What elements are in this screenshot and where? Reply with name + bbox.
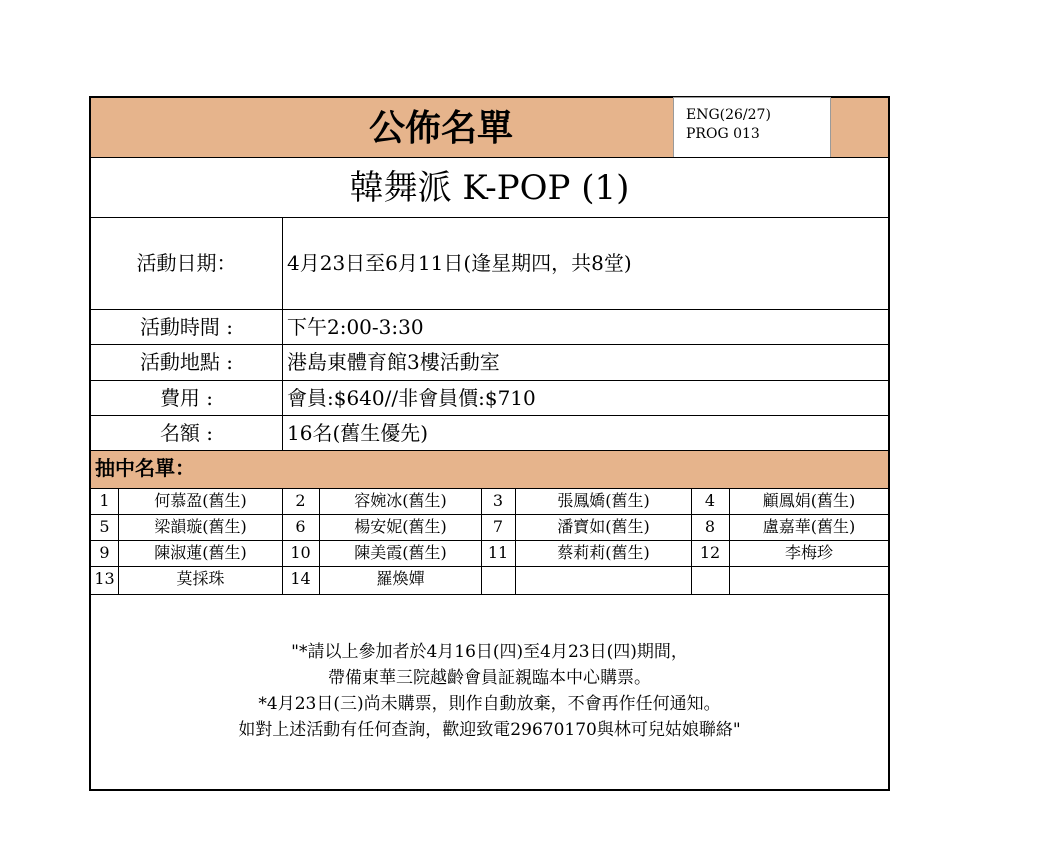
winner-number: 11	[487, 543, 509, 562]
winner-number: 3	[492, 491, 504, 510]
winner-name: 潘寶如(舊生)	[557, 517, 650, 536]
program-code-line1: ENG(26/27)	[686, 107, 771, 123]
notice-sheet	[89, 96, 890, 791]
winner-name: 莫採珠	[176, 569, 225, 588]
winner-number: 13	[94, 569, 115, 588]
winner-name: 盧嘉華(舊生)	[762, 517, 856, 536]
notes-block	[91, 639, 888, 743]
winner-number: 12	[699, 543, 721, 562]
note-line-1: "*請以上參加者於4月16日(四)至4月23日(四)期間，	[291, 642, 688, 662]
note-line-4: 如對上述活動有任何查詢，歡迎致電29670170與林可兒姑娘聯絡"	[238, 720, 741, 740]
winner-number: 7	[492, 517, 504, 536]
winner-name: 楊安妮(舊生)	[354, 517, 447, 536]
winner-name: 顧鳳娟(舊生)	[762, 491, 856, 510]
place-label: 活動地點 :	[139, 350, 234, 374]
place-value: 港島東體育館3樓活動室	[287, 350, 500, 374]
winner-name: 羅煥嬋	[376, 569, 425, 588]
winner-name: 容婉冰(舊生)	[354, 491, 447, 510]
course-title: 韓舞派 K-POP (1)	[349, 168, 630, 208]
note-line-2: 帶備東華三院越齡會員証親臨本中心購票。	[328, 668, 651, 688]
program-code-box	[673, 97, 831, 158]
date-label: 活動日期：	[136, 251, 237, 275]
winner-name: 梁韻璇(舊生)	[154, 517, 247, 536]
note-line-3: *4月23日(三)尚未購票，則作自動放棄，不會再作任何通知。	[258, 694, 721, 714]
winner-name: 何慕盈(舊生)	[154, 491, 247, 510]
page-title: 公佈名單	[368, 107, 513, 149]
winner-name: 陳美霞(舊生)	[354, 543, 447, 562]
winner-number: 5	[99, 517, 110, 536]
time-value: 下午2:00-3:30	[287, 315, 424, 339]
winner-number: 14	[290, 569, 311, 588]
date-value: 4月23日至6月11日(逢星期四，共8堂)	[287, 251, 632, 275]
winner-name: 蔡莉莉(舊生)	[557, 543, 650, 562]
winner-number: 10	[290, 543, 311, 562]
winner-name: 張鳳嬌(舊生)	[557, 491, 650, 510]
program-code-line2: PROG 013	[686, 126, 760, 142]
quota-value: 16名(舊生優先)	[287, 421, 429, 445]
winner-number: 8	[704, 517, 716, 536]
winner-name: 陳淑蓮(舊生)	[154, 543, 247, 562]
winner-list-heading: 抽中名單：	[91, 451, 888, 488]
winner-number: 9	[99, 543, 110, 562]
winner-name: 李梅珍	[784, 543, 833, 562]
winner-number: 2	[295, 491, 306, 510]
winner-number: 6	[295, 517, 306, 536]
fee-label: 費用 :	[159, 386, 214, 410]
quota-label: 名額 :	[159, 421, 214, 445]
time-label: 活動時間 :	[139, 315, 234, 339]
fee-value: 會員:$640//非會員價:$710	[287, 386, 536, 410]
winner-number: 4	[704, 491, 716, 510]
winner-number: 1	[99, 491, 110, 510]
